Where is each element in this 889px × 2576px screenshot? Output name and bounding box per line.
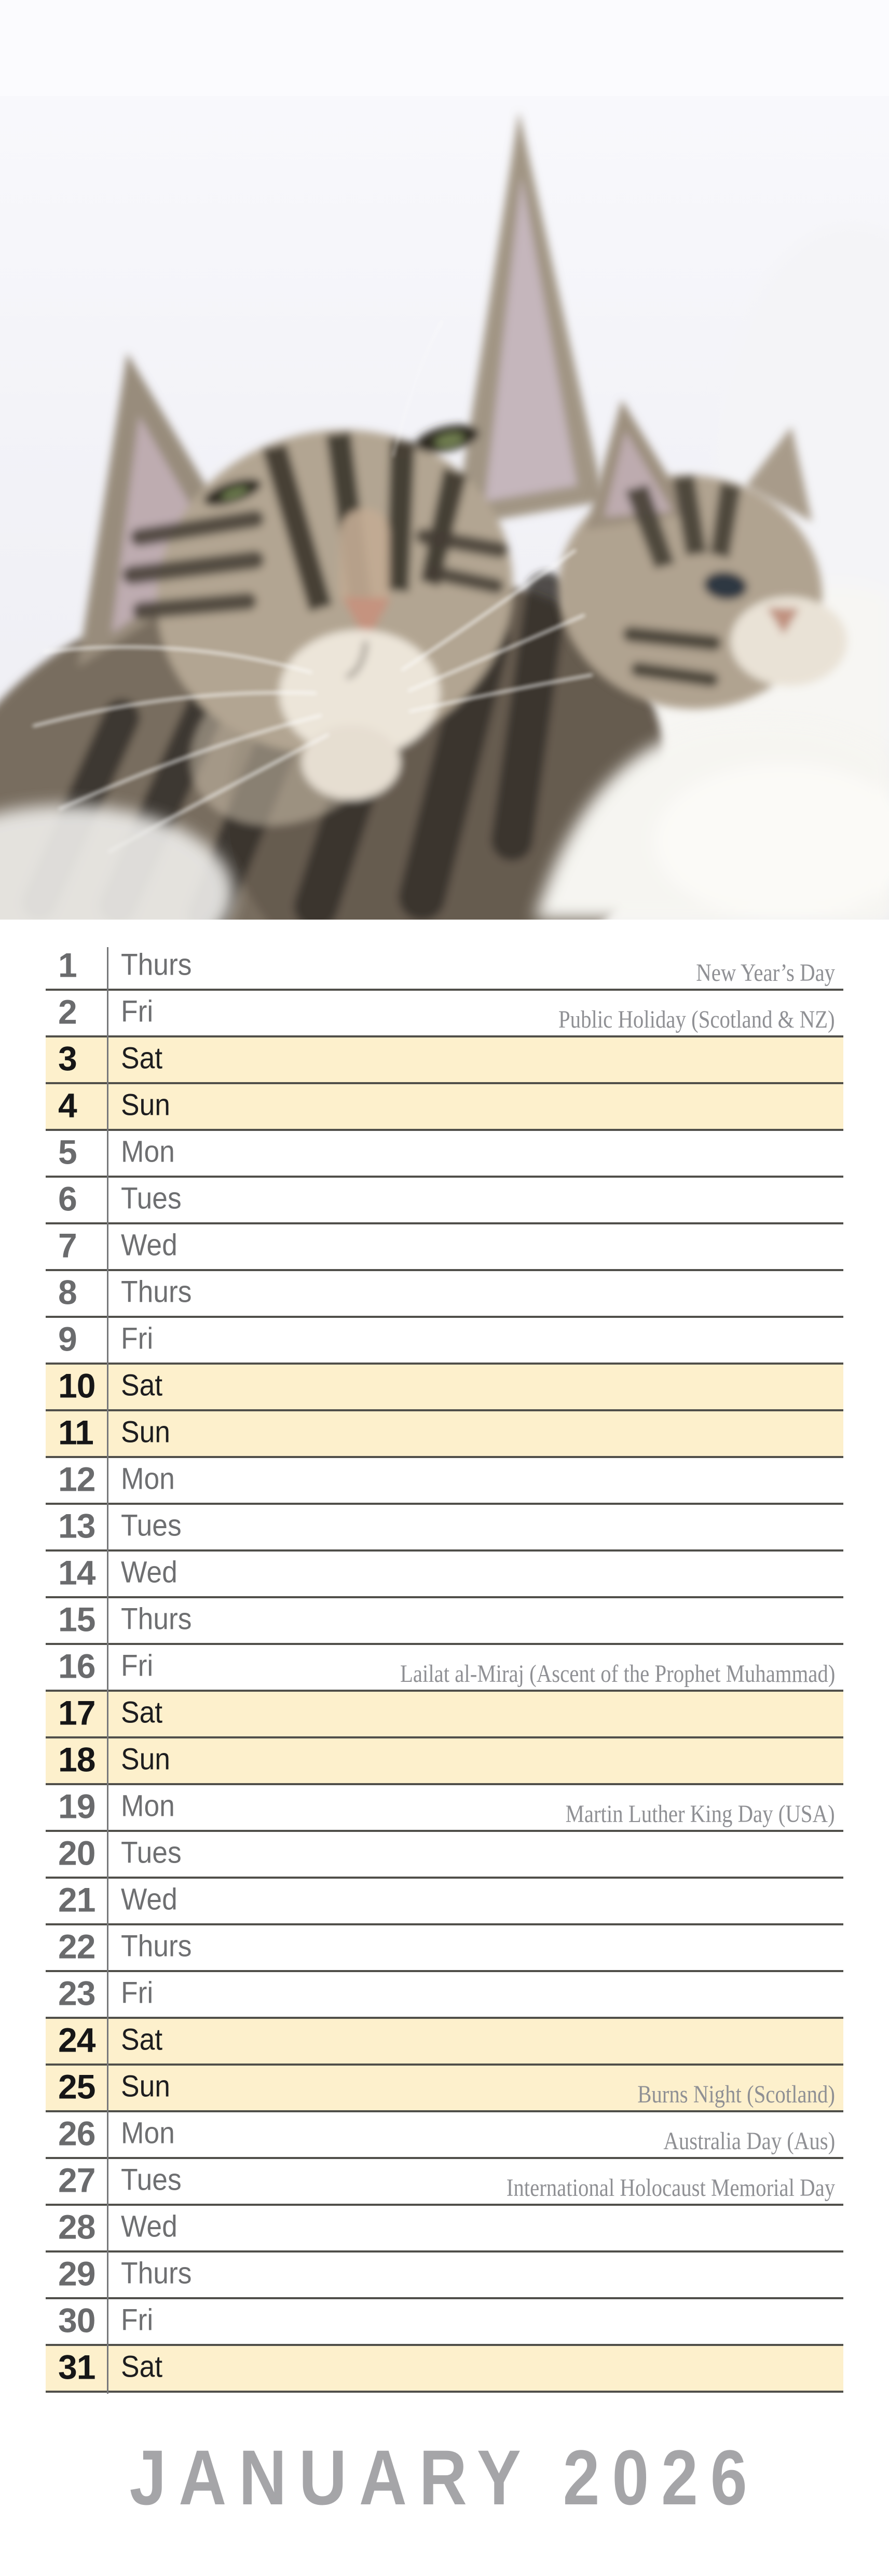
day-number: 29 (58, 2254, 95, 2293)
calendar-row (46, 2206, 843, 2253)
calendar-row (46, 2253, 843, 2299)
day-number: 1 (58, 946, 77, 984)
calendar-row (46, 1131, 843, 1178)
day-number: 10 (58, 1366, 95, 1405)
day-name: Tues (121, 2163, 182, 2197)
calendar-row (46, 1318, 843, 1365)
day-name: Sat (121, 1041, 163, 1075)
day-name: Wed (121, 1555, 177, 1589)
day-name: Tues (121, 1181, 182, 1216)
calendar-row (46, 2112, 843, 2159)
calendar-row (46, 1738, 843, 1785)
day-number: 31 (58, 2348, 95, 2386)
calendar-row (46, 1458, 843, 1505)
calendar-row (46, 1037, 843, 1084)
calendar-row (46, 1365, 843, 1411)
day-name: Wed (121, 1882, 177, 1917)
day-number: 27 (58, 2161, 95, 2200)
calendar-row (46, 1645, 843, 1692)
holiday-label: Burns Night (Scotland) (637, 2081, 835, 2108)
day-name: Wed (121, 2209, 177, 2244)
calendar-row (46, 1505, 843, 1552)
calendar-row (46, 1271, 843, 1318)
day-number: 22 (58, 1927, 95, 1966)
holiday-label: Australia Day (Aus) (663, 2127, 835, 2155)
day-name: Tues (121, 1508, 182, 1543)
day-name: Fri (121, 1976, 154, 2010)
day-number: 6 (58, 1179, 77, 1218)
day-number: 9 (58, 1319, 77, 1358)
grid-vertical-rule (107, 947, 108, 2394)
holiday-label: Martin Luther King Day (USA) (566, 1800, 835, 1828)
day-name: Sat (121, 1695, 163, 1730)
day-number: 24 (58, 2020, 95, 2059)
calendar-row (46, 1879, 843, 1925)
day-name: Thurs (121, 1275, 192, 1309)
cat-photo (0, 0, 889, 920)
day-number: 2 (58, 992, 77, 1031)
day-number: 14 (58, 1553, 95, 1592)
holiday-label: Lailat al-Miraj (Ascent of the Prophet Muhammad) (400, 1660, 835, 1688)
day-name: Thurs (121, 2256, 192, 2290)
day-name: Sat (121, 1368, 163, 1402)
calendar-row (46, 2066, 843, 2112)
day-number: 30 (58, 2301, 95, 2340)
calendar-row (46, 1552, 843, 1598)
day-number: 17 (58, 1693, 95, 1732)
day-name: Mon (121, 1135, 175, 1169)
day-number: 28 (58, 2207, 95, 2246)
day-name: Wed (121, 1228, 177, 1262)
calendar-row (46, 1598, 843, 1645)
day-number: 12 (58, 1460, 95, 1499)
day-name: Thurs (121, 1602, 192, 1636)
day-name: Fri (121, 1321, 154, 1356)
calendar-row (46, 2159, 843, 2206)
holiday-label: International Holocaust Memorial Day (506, 2174, 835, 2202)
day-name: Sat (121, 2022, 163, 2057)
day-name: Mon (121, 1789, 175, 1823)
cat-photo-illustration (0, 0, 889, 920)
day-number: 3 (58, 1039, 77, 1078)
holiday-label: New Year’s Day (696, 959, 835, 987)
month-title: JANUARY 2026 (129, 2434, 760, 2521)
day-number: 25 (58, 2067, 95, 2106)
day-number: 7 (58, 1226, 77, 1265)
day-name: Fri (121, 2303, 154, 2337)
calendar-row (46, 1692, 843, 1738)
calendar-row (46, 1972, 843, 2019)
day-number: 23 (58, 1974, 95, 2013)
day-name: Sun (121, 1742, 170, 1776)
calendar-row (46, 1925, 843, 1972)
day-number: 20 (58, 1833, 95, 1872)
day-number: 8 (58, 1273, 77, 1312)
day-number: 21 (58, 1880, 95, 1919)
day-number: 16 (58, 1647, 95, 1685)
day-name: Fri (121, 1649, 154, 1683)
day-number: 15 (58, 1600, 95, 1639)
day-name: Tues (121, 1836, 182, 1870)
day-name: Sun (121, 2069, 170, 2103)
day-name: Thurs (121, 948, 192, 982)
day-number: 4 (58, 1086, 77, 1125)
calendar-row (46, 2019, 843, 2066)
day-number: 13 (58, 1506, 95, 1545)
day-number: 19 (58, 1787, 95, 1826)
day-name: Sat (121, 2350, 163, 2384)
day-name: Fri (121, 994, 154, 1029)
calendar-row (46, 1224, 843, 1271)
day-name: Mon (121, 1462, 175, 1496)
calendar-row (46, 2299, 843, 2346)
day-name: Sun (121, 1088, 170, 1122)
holiday-label: Public Holiday (Scotland & NZ) (558, 1006, 835, 1033)
day-name: Thurs (121, 1929, 192, 1963)
day-number: 5 (58, 1132, 77, 1171)
calendar-row (46, 2346, 843, 2393)
day-number: 18 (58, 1740, 95, 1779)
calendar-row (46, 1411, 843, 1458)
calendar-row (46, 1084, 843, 1131)
day-name: Mon (121, 2116, 175, 2150)
calendar-grid (46, 944, 843, 2393)
day-name: Sun (121, 1415, 170, 1449)
day-number: 26 (58, 2114, 95, 2153)
calendar-row (46, 991, 843, 1037)
calendar-row (46, 1832, 843, 1879)
calendar-row (46, 1178, 843, 1224)
day-number: 11 (58, 1413, 93, 1452)
calendar-row (46, 944, 843, 991)
calendar-row (46, 1785, 843, 1832)
